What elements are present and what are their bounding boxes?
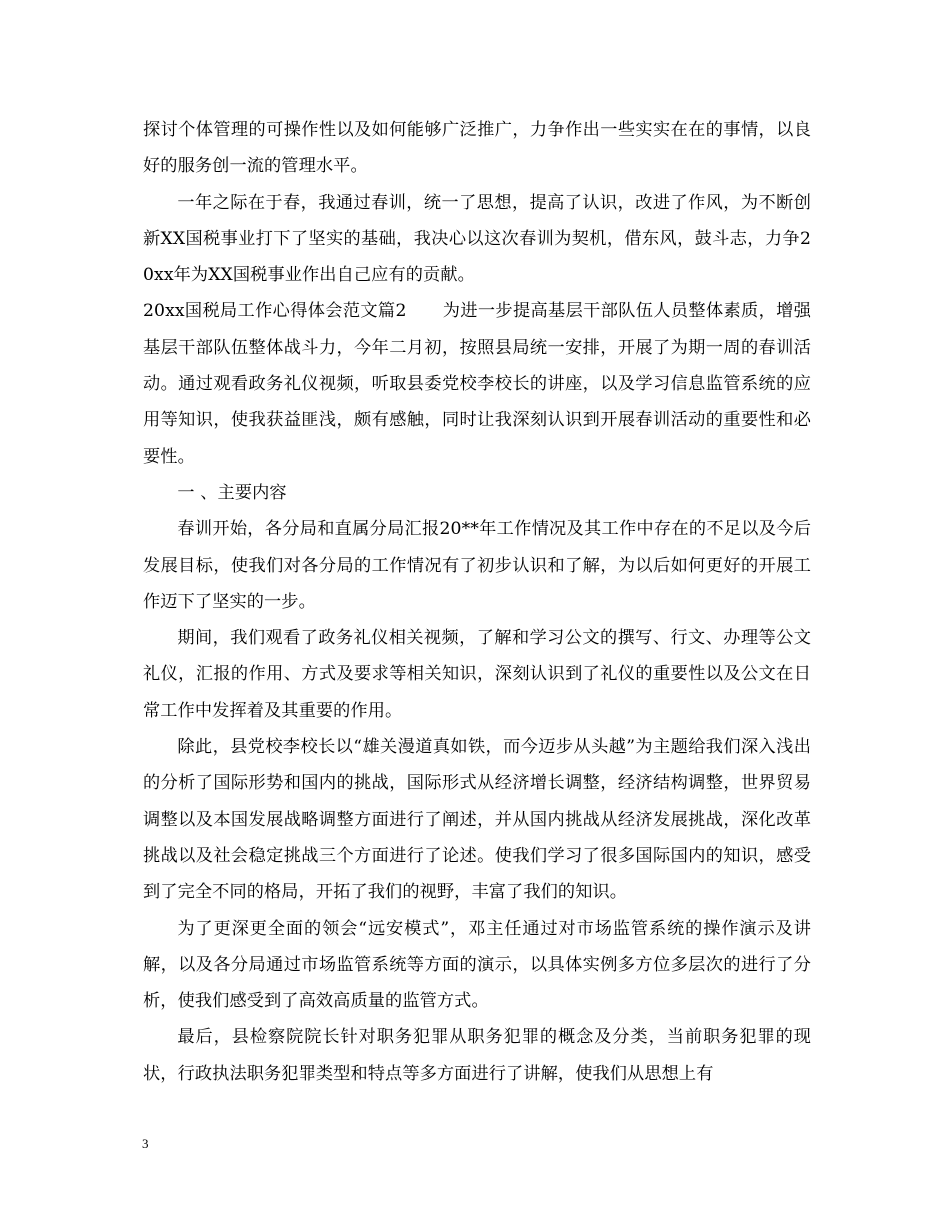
paragraph-6: 除此，县党校李校长以“雄关漫道真如铁，而今迈步从头越”为主题给我们深入浅出的分析了国际形势和国内的挑战，国际形式从经济增长调整，经济结构调整，世界贸易调整以及本国发展战略调整方面进行了阐述，并从国内挑战从经济发展挑战，深化改革挑战以及社会稳定挑战三个方面进行了论述。使我们学习了很多国际国内的知识，感受到了完全不同的格局，开拓了我们的视野，丰富了我们的知识。 — [143, 737, 811, 903]
paragraph-3-body: 增强基层干部队伍整体战斗力，今年二月初，按照县局统一安排，开展了为期一周的春训活动。通过观看政务礼仪视频，听取县委党校李校长的讲座，以及学习信息监管系统的应用等知识，使我获益匪浅，颇有感触，同时让我深刻认识到开展春训活动的重要性和必要性。 — [143, 301, 811, 467]
subheading-main-content: 一 、主要内容 — [177, 482, 287, 503]
paragraph-2: 一年之际在于春，我通过春训，统一了思想，提高了认识，改进了作风，为不断创新XX国税事业打下了坚实的基础，我决心以这次春训为契机，借东风，鼓斗志，力争20xx年为XX国税事业作出自己应有的贡献。 — [143, 192, 811, 286]
section-lead: 为进一步提高基层干部队伍人员整体素质， — [442, 301, 777, 322]
page-number: 3 — [142, 1136, 149, 1151]
paragraph-3 — [143, 293, 811, 474]
paragraph-5: 期间，我们观看了政务礼仪相关视频，了解和学习公文的撰写、行文、办理等公文礼仪，汇报的作用、方式及要求等相关知识，深刻认识到了礼仪的重要性以及公文在日常工作中发挥着及其重要的作用。 — [143, 628, 811, 721]
section-heading: 20xx国税局工作心得体会范文篇2 — [143, 301, 407, 322]
document-body — [143, 112, 811, 1092]
paragraph-1: 探讨个体管理的可操作性以及如何能够广泛推广，力争作出一些实实在在的事情，以良好的服务创一流的管理水平。 — [143, 120, 811, 177]
paragraph-4: 春训开始，各分局和直属分局汇报20**年工作情况及其工作中存在的不足以及今后发展目标，使我们对各分局的工作情况有了初步认识和了解，为以后如何更好的开展工作迈下了坚实的一步。 — [143, 519, 811, 612]
paragraph-8: 最后，县检察院院长针对职务犯罪从职务犯罪的概念及分类，当前职务犯罪的现状，行政执法职务犯罪类型和特点等多方面进行了讲解，使我们从思想上有 — [143, 1027, 811, 1084]
paragraph-7: 为了更深更全面的领会“远安模式”，邓主任通过对市场监管系统的操作演示及讲解，以及各分局通过市场监管系统等方面的演示，以具体实例多方位多层次的进行了分析，使我们感受到了高效高质量的监管方式。 — [143, 918, 811, 1012]
